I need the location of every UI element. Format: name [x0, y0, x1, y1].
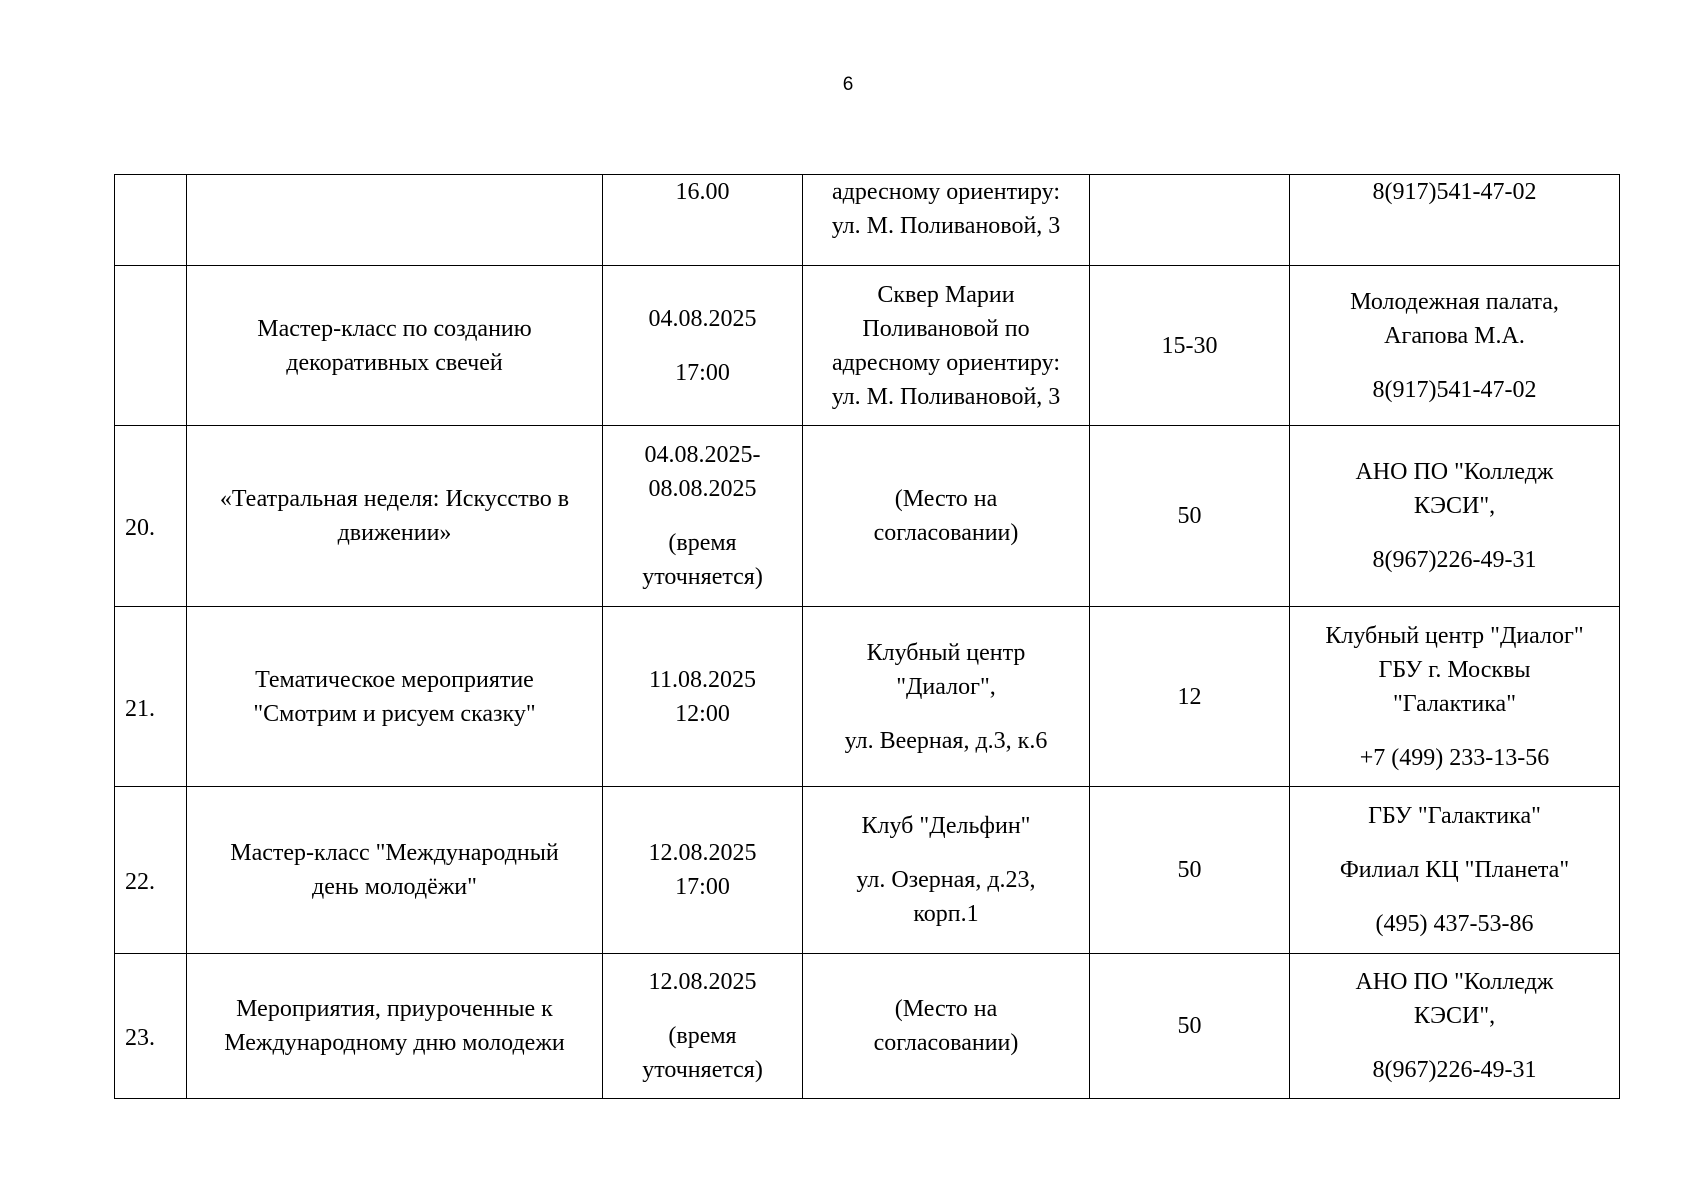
contact-line: Филиал КЦ "Планета" — [1339, 857, 1570, 883]
event-line: "Смотрим и рисуем сказку" — [253, 700, 536, 727]
date-line: 04.08.2025 — [648, 305, 757, 332]
place-cell — [803, 787, 1090, 954]
row-number — [115, 175, 187, 266]
event-line: декоративных свечей — [286, 349, 503, 376]
date-cell — [603, 175, 803, 266]
contact-line: 8(917)541-47-02 — [1372, 179, 1537, 205]
contact-cell — [1290, 607, 1620, 787]
date-cell — [603, 426, 803, 607]
table-row — [115, 175, 1620, 266]
place-line: "Диалог", — [896, 673, 996, 700]
contact-line: КЭСИ", — [1413, 493, 1496, 519]
event-line: Тематическое мероприятие — [255, 666, 534, 693]
event-line: «Театральная неделя: Искусство в — [219, 486, 570, 512]
count-cell — [1090, 175, 1290, 266]
contact-cell — [1290, 787, 1620, 954]
contact-cell — [1290, 266, 1620, 426]
place-line: ул. Веерная, д.3, к.6 — [844, 727, 1048, 754]
date-line: 16.00 — [675, 179, 730, 205]
place-line: корп.1 — [913, 901, 979, 927]
place-line: ул. М. Поливановой, 3 — [831, 213, 1061, 239]
place-cell — [803, 175, 1090, 266]
row-number — [115, 266, 187, 426]
date-cell — [603, 787, 803, 954]
place-line: согласовании) — [873, 1030, 1019, 1056]
contact-cell — [1290, 175, 1620, 266]
row-number: 22. — [115, 787, 187, 954]
event-cell — [187, 426, 603, 607]
contact-line: (495) 437-53-86 — [1375, 911, 1534, 937]
count-cell: 50 — [1090, 426, 1290, 607]
contact-cell — [1290, 426, 1620, 607]
contact-line: АНО ПО "Колледж — [1355, 969, 1554, 995]
place-cell — [803, 607, 1090, 787]
contact-line: Клубный центр "Диалог" — [1325, 622, 1584, 649]
date-cell — [603, 607, 803, 787]
event-line: Международному дню молодежи — [224, 1030, 565, 1056]
event-cell — [187, 787, 603, 954]
date-line: (время — [668, 1023, 737, 1049]
place-line: (Место на — [894, 996, 998, 1022]
contact-line: 8(967)226-49-31 — [1372, 1057, 1537, 1083]
date-line: 12.08.2025 — [648, 840, 757, 866]
date-cell — [603, 954, 803, 1099]
event-line: Мастер-класс "Международный — [230, 840, 559, 866]
table-row — [115, 266, 1620, 426]
contact-line: ГБУ г. Москвы — [1378, 656, 1531, 683]
table-row — [115, 954, 1620, 1099]
date-cell — [603, 266, 803, 426]
place-cell — [803, 266, 1090, 426]
event-cell — [187, 175, 603, 266]
contact-line: "Галактика" — [1393, 690, 1516, 717]
date-line: 12:00 — [675, 700, 730, 727]
table-row — [115, 607, 1620, 787]
place-line: Клуб "Дельфин" — [861, 813, 1031, 839]
contact-line: ГБУ "Галактика" — [1368, 803, 1541, 829]
date-line: уточняется) — [642, 564, 763, 590]
event-cell — [187, 954, 603, 1099]
place-line: Поливановой по — [862, 315, 1030, 342]
events-table — [114, 174, 1620, 1099]
contact-line: Молодежная палата, — [1350, 288, 1559, 315]
date-line: уточняется) — [642, 1057, 763, 1083]
count-cell: 50 — [1090, 787, 1290, 954]
place-cell — [803, 426, 1090, 607]
event-cell — [187, 607, 603, 787]
date-line: 17:00 — [675, 874, 730, 900]
date-line: 17:00 — [675, 359, 730, 386]
date-line: 08.08.2025 — [648, 476, 757, 502]
contact-line: +7 (499) 233-13-56 — [1359, 744, 1550, 771]
place-line: Клубный центр — [866, 639, 1026, 666]
date-line: (время — [668, 530, 737, 556]
count-cell: 50 — [1090, 954, 1290, 1099]
row-number: 21. — [115, 607, 187, 787]
place-line: согласовании) — [873, 520, 1019, 546]
event-line: Мероприятия, приуроченные к — [236, 996, 553, 1022]
date-line: 04.08.2025- — [644, 442, 761, 468]
row-number: 23. — [115, 954, 187, 1099]
contact-line: Агапова М.А. — [1384, 322, 1525, 349]
row-number: 20. — [115, 426, 187, 607]
place-line: (Место на — [894, 486, 998, 512]
event-line: день молодёжи" — [312, 874, 477, 900]
contact-cell — [1290, 954, 1620, 1099]
page-number: 6 — [842, 74, 854, 95]
count-cell: 15-30 — [1090, 266, 1290, 426]
table-row — [115, 426, 1620, 607]
event-line: Мастер-класс по созданию — [257, 315, 532, 342]
place-line: адресному ориентиру: — [831, 349, 1061, 376]
date-line: 12.08.2025 — [648, 969, 757, 995]
count-cell: 12 — [1090, 607, 1290, 787]
place-line: ул. Озерная, д.23, — [856, 867, 1036, 893]
event-cell — [187, 266, 603, 426]
date-line: 11.08.2025 — [648, 666, 757, 693]
place-line: Сквер Марии — [877, 281, 1015, 308]
event-line: движении» — [337, 520, 452, 546]
place-line: ул. М. Поливановой, 3 — [831, 383, 1061, 410]
contact-line: АНО ПО "Колледж — [1355, 459, 1554, 485]
contact-line: 8(917)541-47-02 — [1372, 376, 1537, 403]
place-cell — [803, 954, 1090, 1099]
contact-line: 8(967)226-49-31 — [1372, 547, 1537, 573]
table-row — [115, 787, 1620, 954]
place-line: адресному ориентиру: — [831, 179, 1061, 205]
contact-line: КЭСИ", — [1413, 1003, 1496, 1029]
